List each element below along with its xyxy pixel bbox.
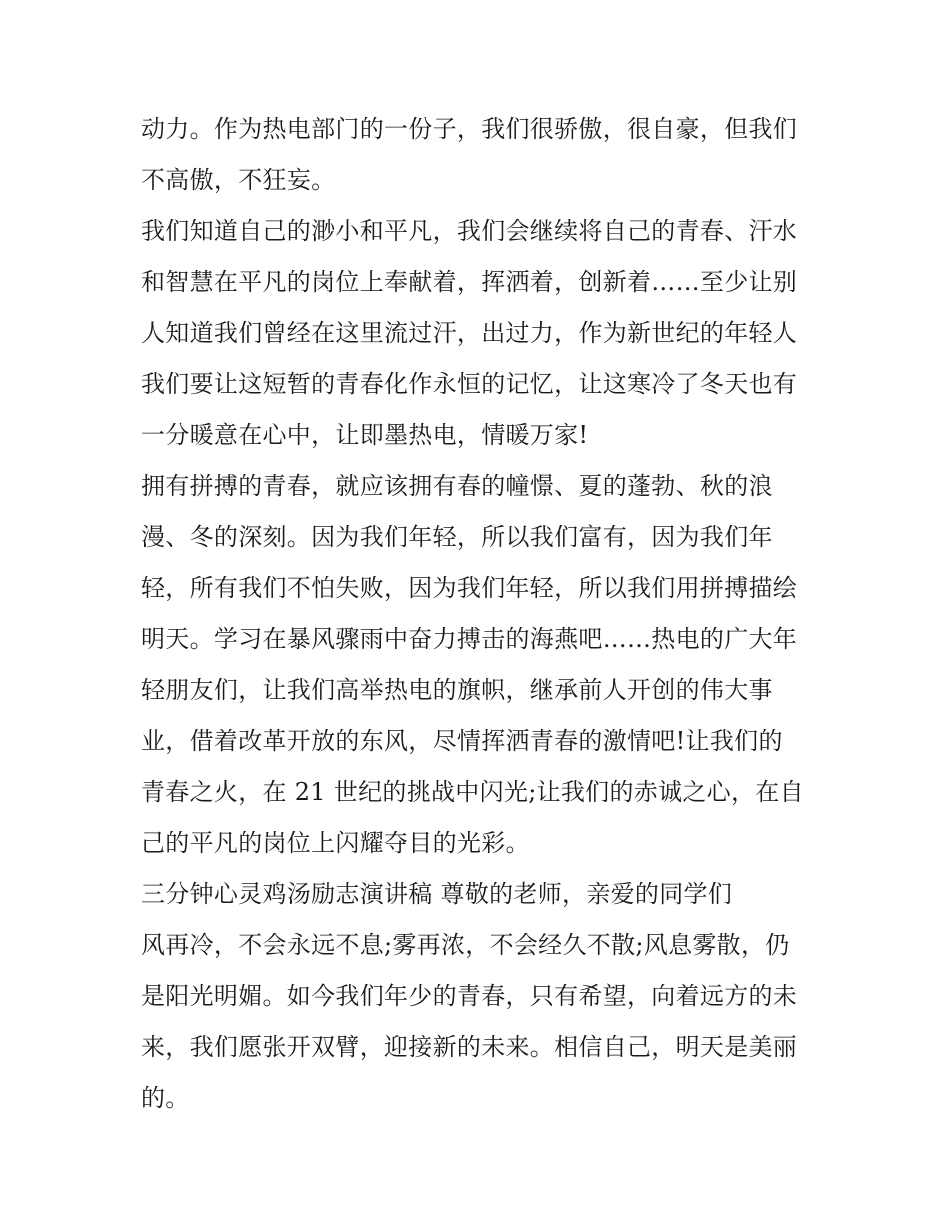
text-line: 漫、冬的深刻。因为我们年轻，所以我们富有，因为我们年 xyxy=(141,523,773,551)
document-body xyxy=(141,104,821,1124)
text-line: 己的平凡的岗位上闪耀夺目的光彩。 xyxy=(141,829,530,857)
text-line: 轻，所有我们不怕失败，因为我们年轻，所以我们用拼搏描绘 xyxy=(141,574,798,602)
text-line: 明天。学习在暴风骤雨中奋力搏击的海燕吧……热电的广大年 xyxy=(141,625,798,653)
text-line: 风再冷，不会永远不息;雾再浓，不会经久不散;风息雾散，仍 xyxy=(141,931,790,959)
text-line: 拥有拼搏的青春，就应该拥有春的幢憬、夏的蓬勃、秋的浪 xyxy=(141,472,773,500)
text-line: 人知道我们曾经在这里流过汗，出过力，作为新世纪的年轻人 xyxy=(141,319,798,347)
text-line: 和智慧在平凡的岗位上奉献着，挥洒着，创新着……至少让别 xyxy=(141,268,798,296)
text-line: 的。 xyxy=(141,1084,190,1112)
text-line: 动力。作为热电部门的一份子，我们很骄傲，很自豪，但我们 xyxy=(141,115,798,143)
text-line: 我们要让这短暂的青春化作永恒的记忆，让这寒冷了冬天也有 xyxy=(141,370,798,398)
text-line: 业，借着改革开放的东风，尽情挥洒青春的激情吧!让我们的 xyxy=(141,727,783,755)
text-line: 青春之火，在 21 世纪的挑战中闪光;让我们的赤诚之心，在自 xyxy=(141,778,804,806)
text-line: 来，我们愿张开双臂，迎接新的未来。相信自己，明天是美丽 xyxy=(141,1033,798,1061)
text-line: 轻朋友们，让我们高举热电的旗帜，继承前人开创的伟大事 xyxy=(141,676,773,704)
text-line: 不高傲，不狂妄。 xyxy=(141,166,336,194)
text-line: 我们知道自己的渺小和平凡，我们会继续将自己的青春、汗水 xyxy=(141,217,798,245)
text-line: 三分钟心灵鸡汤励志演讲稿 尊敬的老师，亲爱的同学们 xyxy=(141,880,733,908)
text-line: 一分暖意在心中，让即墨热电，情暖万家! xyxy=(141,421,589,449)
text-line: 是阳光明媚。如今我们年少的青春，只有希望，向着远方的未 xyxy=(141,982,798,1010)
